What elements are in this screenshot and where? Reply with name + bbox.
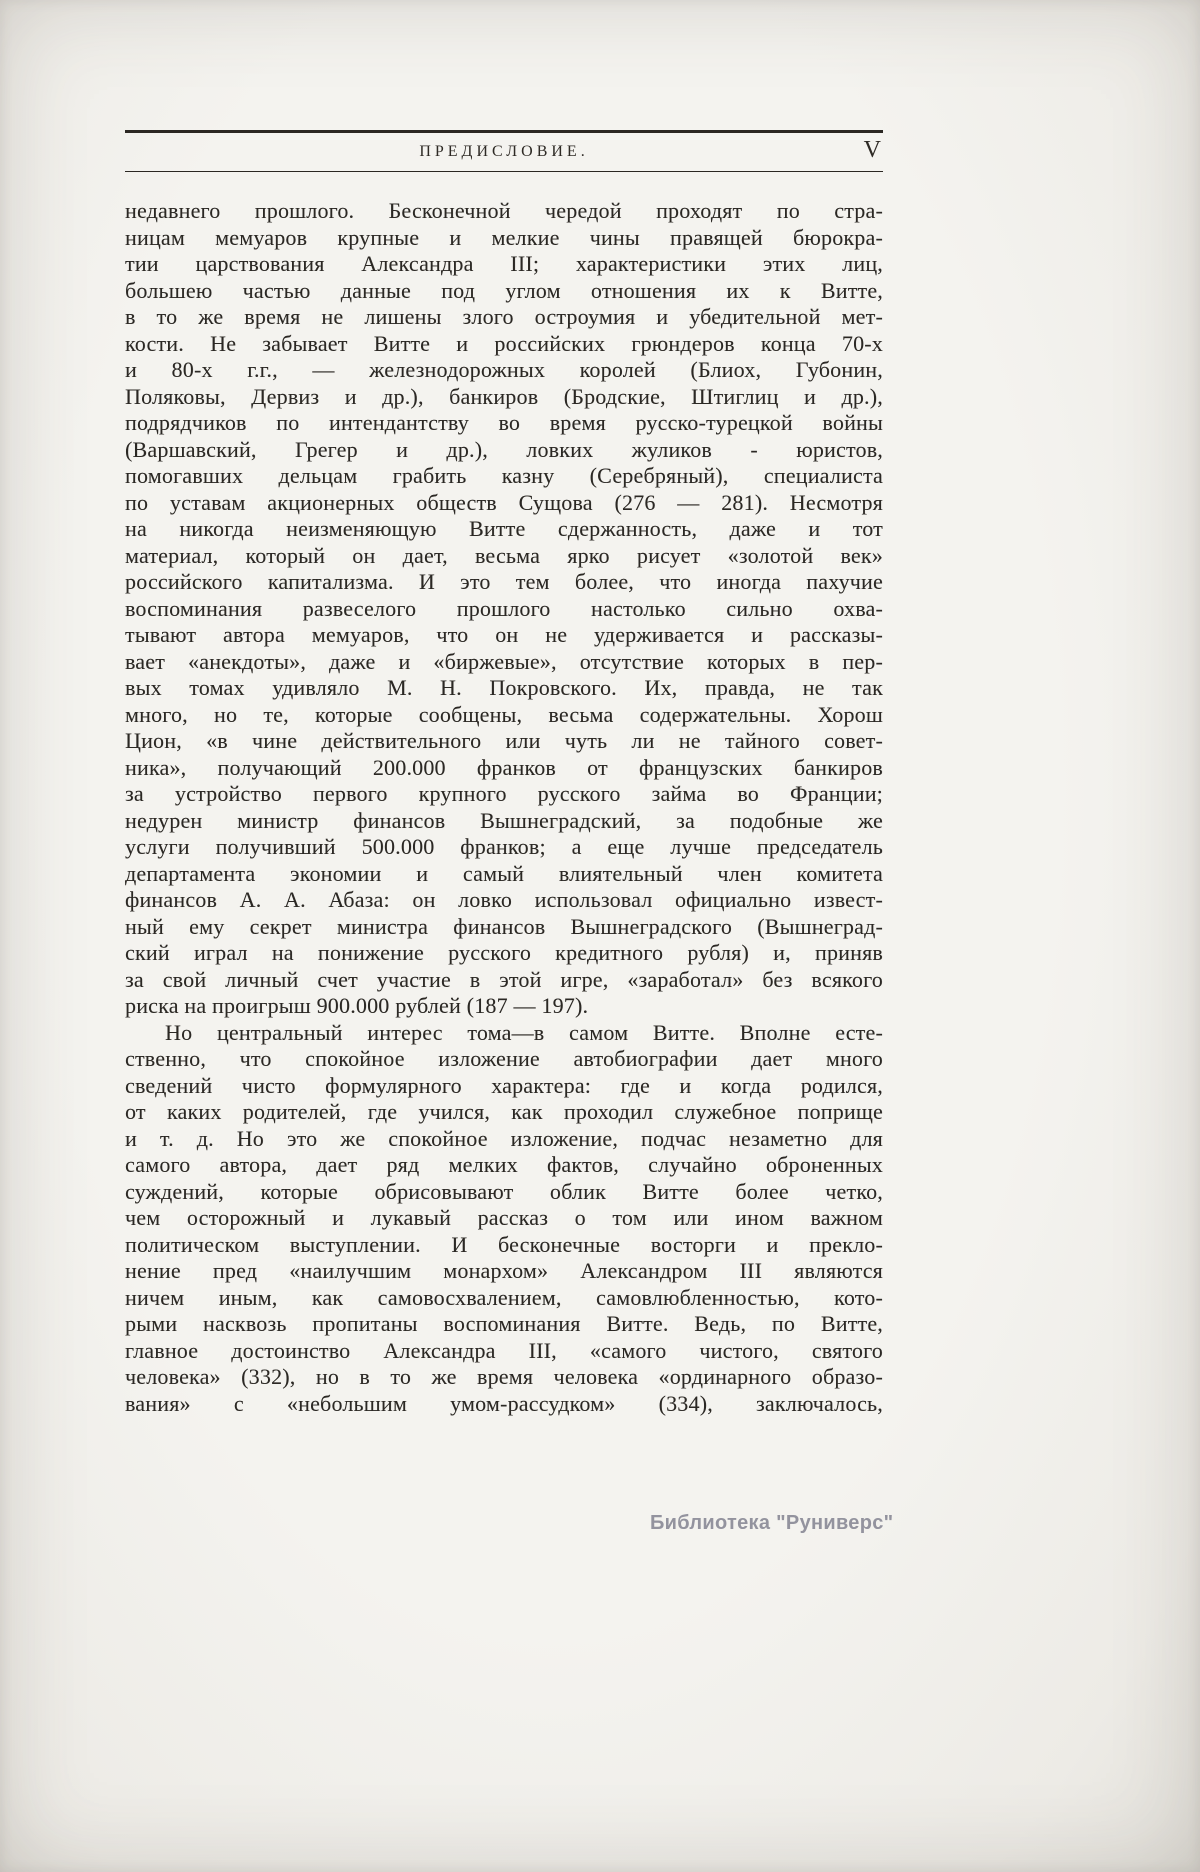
text-line: риска на проигрыш 900.000 рублей (187 — 197). (125, 993, 589, 1018)
text-line: финансов А. А. Абаза: он ловко использовал официально извест- (125, 887, 883, 912)
paragraph (125, 198, 883, 1020)
text-line: ный ему секрет министра финансов Вышнеградского (Вышнеград- (125, 913, 883, 939)
text-line: кости. Не забывает Витте и российских грюндеров конца 70-х (125, 330, 883, 356)
text-line: и т. д. Но это же спокойное изложение, подчас незаметно для (125, 1125, 883, 1151)
text-line: (Варшавский, Грегер и др.), ловких жуликов - юристов, (125, 436, 883, 462)
text-line: самого автора, дает ряд мелких фактов, случайно оброненных (125, 1152, 883, 1177)
body-text (125, 198, 883, 1417)
text-line: вых томах удивляло М. Н. Покровского. Их, правда, не так (125, 675, 883, 700)
text-line: Но центральный интерес тома—в самом Витте. Вполне есте- (165, 1019, 883, 1045)
text-line: ницам мемуаров крупные и мелкие чины правящей бюрокра- (125, 224, 883, 250)
text-line: нение пред «наилучшим монархом» Александром III являются (125, 1258, 883, 1283)
text-line: рыми насквозь пропитаны воспоминания Витте. Ведь, по Витте, (125, 1311, 883, 1336)
text-line: за устройство первого крупного русского займа во Франции; (125, 781, 883, 806)
text-line: сведений чисто формулярного характера: где и когда родился, (125, 1072, 883, 1098)
text-line: политическом выступлении. И бесконечные восторги и прекло- (125, 1231, 883, 1257)
text-line: много, но те, которые сообщены, весьма содержательны. Хорош (125, 701, 883, 727)
text-line: вает «анекдоты», даже и «биржевые», отсутствие которых в пер- (125, 648, 883, 674)
text-line: в то же время не лишены злого остроумия и убедительной мет- (125, 304, 883, 329)
text-line: главное достоинство Александра III, «самого чистого, святого (125, 1337, 883, 1363)
text-line: Поляковы, Дервиз и др.), банкиров (Бродские, Штиглиц и др.), (125, 383, 883, 409)
text-line: ника», получающий 200.000 франков от французских банкиров (125, 754, 883, 780)
paragraph (125, 1020, 883, 1418)
text-line: российского капитализма. И это тем более, что иногда пахучие (125, 569, 883, 594)
text-line: и 80-х г.г., — железнодорожных королей (Блиох, Губонин, (125, 357, 883, 382)
text-line: ничем иным, как самовосхвалением, самовлюбленностью, кото- (125, 1284, 883, 1310)
text-line: тывают автора мемуаров, что он не удерживается и рассказы- (125, 622, 883, 647)
text-block (125, 130, 883, 1417)
text-line: на никогда неизменяющую Витте сдержанность, даже и тот (125, 516, 883, 541)
text-line: тии царствования Александра III; характеристики этих лиц, (125, 251, 883, 276)
text-line: по уставам акционерных обществ Сущова (276 — 281). Несмотря (125, 489, 883, 515)
text-line: департамента экономии и самый влиятельный член комитета (125, 860, 883, 886)
text-line: услуги получивший 500.000 франков; а еще лучше председатель (125, 834, 883, 859)
text-line: за свой личный счет участие в этой игре, «заработал» без всякого (125, 966, 883, 992)
text-line: помогавших дельцам грабить казну (Серебряный), специалиста (125, 463, 883, 488)
text-line: ский играл на понижение русского кредитного рубля) и, приняв (125, 940, 883, 965)
page-number: V (863, 137, 881, 163)
text-line: недавнего прошлого. Бесконечной чередой проходят по стра- (125, 198, 883, 223)
text-line: от каких родителей, где учился, как проходил служебное поприще (125, 1099, 883, 1124)
text-line: человека» (332), но в то же время человека «ординарного образо- (125, 1364, 883, 1389)
text-line: недурен министр финансов Вышнеградский, за подобные же (125, 807, 883, 833)
text-line: ственно, что спокойное изложение автобиографии дает много (125, 1046, 883, 1071)
header-title: ПРЕДИСЛОВИЕ. (419, 143, 589, 160)
text-line: вания» с «небольшим умом-рассудком» (334), заключалось, (125, 1390, 883, 1416)
preface-header (125, 130, 883, 172)
text-line: воспоминания развеселого прошлого настолько сильно охва- (125, 595, 883, 621)
text-line: материал, который он дает, весьма ярко рисует «золотой век» (125, 542, 883, 568)
text-line: суждений, которые обрисовывают облик Витте более четко, (125, 1178, 883, 1204)
text-line: подрядчиков по интендантству во время русско-турецкой войны (125, 410, 883, 435)
text-line: Цион, «в чине действительного или чуть ли не тайного совет- (125, 728, 883, 753)
text-line: чем осторожный и лукавый рассказ о том или ином важном (125, 1205, 883, 1230)
text-line: большею частью данные под углом отношения их к Витте, (125, 277, 883, 303)
runivers-watermark: Библиотека "Руниверс" (650, 1512, 894, 1534)
